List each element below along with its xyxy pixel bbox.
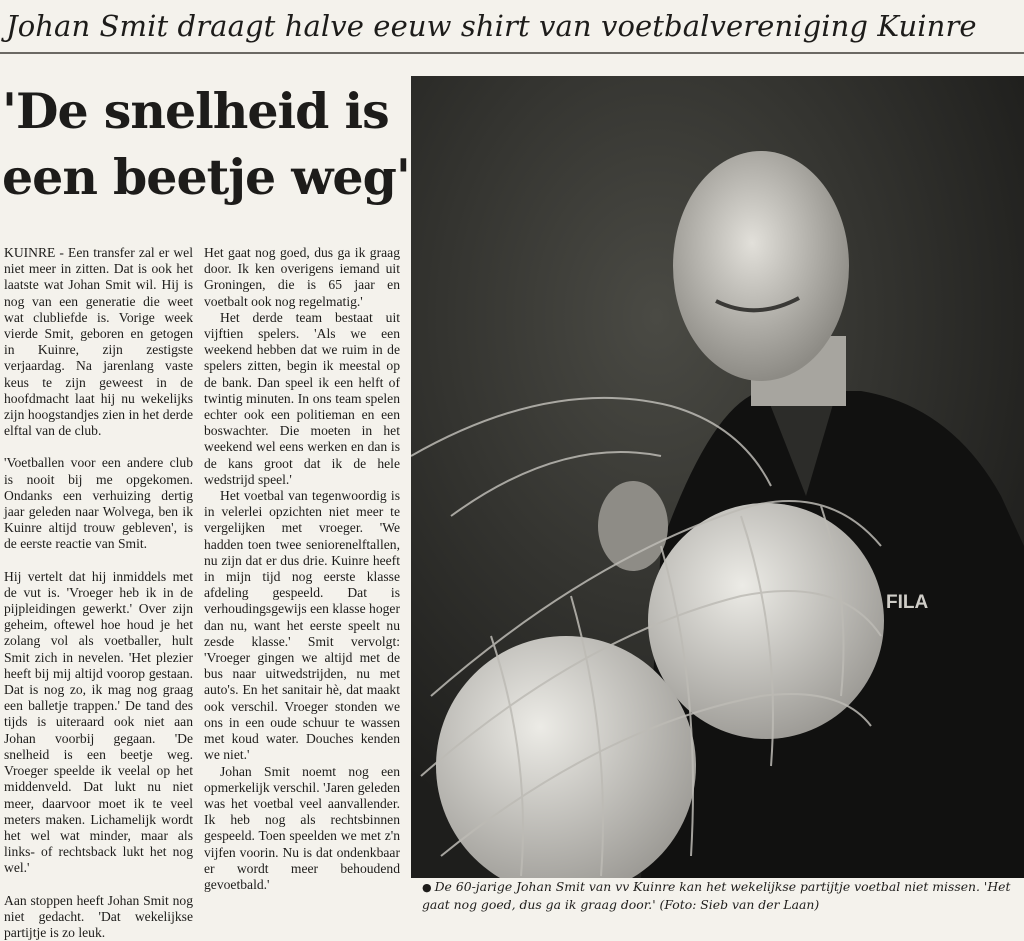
dateline: KUINRE - (4, 245, 64, 260)
article-column-1 (4, 245, 193, 941)
paragraph: Het derde team bestaat uit vijftien spelers. 'Als we een weekend hebben dat we ruim in de spelers zitten, begin ik meestal op de bank. Dan speel ik een helft of twintig minuten. In ons team spelen echter ook een politieman en een boswachter. Die moeten in het weekend wel eens werken en dan is de kans groot dat ik de hele wedstrijd speel.' (204, 309, 400, 487)
jacket-logo: FILA (886, 592, 929, 613)
article-photo (411, 76, 1024, 878)
paragraph: 'Voetballen voor een andere club is nooit bij me opgekomen. Ondanks een verhuizing dertig jaar geleden naar Wolvega, ben ik Kuinre altijd trouw gebleven', is de eerste reactie van Smit. (4, 455, 193, 552)
head (673, 151, 849, 381)
hand (598, 481, 668, 571)
paragraph-text: Een transfer zal er wel niet meer in zitten. Dat is ook het laatste wat Johan Smit wil. Hij is nog van een generatie die weet wat clubliefde is. Vorige week vierde Smit, geboren en getogen in Kuinre, zijn zestigste verjaardag. Na jarenlang vaste keus te zijn geweest in de hoofdmacht laat hij nu wekelijks zijn hoogstandjes zien in het derde elftal van de club. (4, 245, 193, 439)
photo-caption (422, 878, 1022, 913)
paragraph: Johan Smit noemt nog een opmerkelijk verschil. 'Jaren geleden was het voetbal veel aanvallender. Ik heb nog als rechtsbinnen gespeeld. Toen speelden we met z'n vijfen voorin. Nu is dat ondenkbaar er wordt meer behoudend gevoetbald.' (204, 763, 400, 892)
article-column-2 (204, 245, 400, 893)
photo-illustration (411, 76, 1024, 878)
paragraph (4, 245, 193, 439)
article-kicker: Johan Smit draagt halve eeuw shirt van voetbalvereniging Kuinre (6, 9, 977, 43)
headline-line-2: een beetje weg' (2, 148, 410, 206)
paragraph: Aan stoppen heeft Johan Smit nog niet gedacht. 'Dat wekelijkse partijtje is zo leuk. (4, 892, 193, 940)
caption-bullet: ● (422, 881, 432, 894)
paragraph: Het voetbal van tegenwoordig is in velerlei opzichten niet meer te vergelijken met vroeger. 'We hadden toen twee seniorenelftallen, nu zijn dat er dus drie. Kuinre heeft in mijn tijd nog eerste klasse afdeling gespeeld. Dat is verhoudingsgewijs een klasse hoger dan nu, want het eerste speelt nu zesde klasse.' Smit vervolgt: 'Vroeger gingen we altijd met de bus naar uitwedstrijden, nu met auto's. En het sanitair hè, dat maakt ook verschil. Vroeger stonden we ons in een oude schuur te wassen met koud water. Douches kenden we niet.' (204, 488, 400, 763)
article-headline (2, 78, 410, 210)
paragraph: Hij vertelt dat hij inmiddels met de vut is. 'Vroeger heb ik in de pijpleidingen gewerkt.' Over zijn geheim, oftewel hoe houd je het zolang vol als voetballer, hult Smit zich in nevelen. 'Het plezier heeft bij mij altijd voorop gestaan. Dat is nog zo, ik mag nog graag een balletje trappen.' De tand des tijds is uiteraard ook niet aan Johan voorbij gegaan. 'De snelheid is een beetje weg. Vroeger speelde ik veelal op het middenveld. Dat lukt nu niet meer, daarvoor moet ik te veel meters maken. Lichamelijk wordt het wel wat minder, maar als links- of rechtsback lukt het nog wel.' (4, 568, 193, 876)
headline-line-1: 'De snelheid is (2, 82, 389, 140)
top-rule (0, 52, 1024, 54)
paragraph: Het gaat nog goed, dus ga ik graag door. Ik ken overigens iemand uit Groningen, die is 65 jaar en voetbalt ook nog regelmatig.' (204, 245, 400, 309)
caption-text: De 60-jarige Johan Smit van vv Kuinre kan het wekelijkse partijtje voetbal niet missen. 'Het gaat nog goed, dus ga ik graag door.' (Foto: Sieb van der Laan) (422, 879, 1011, 912)
